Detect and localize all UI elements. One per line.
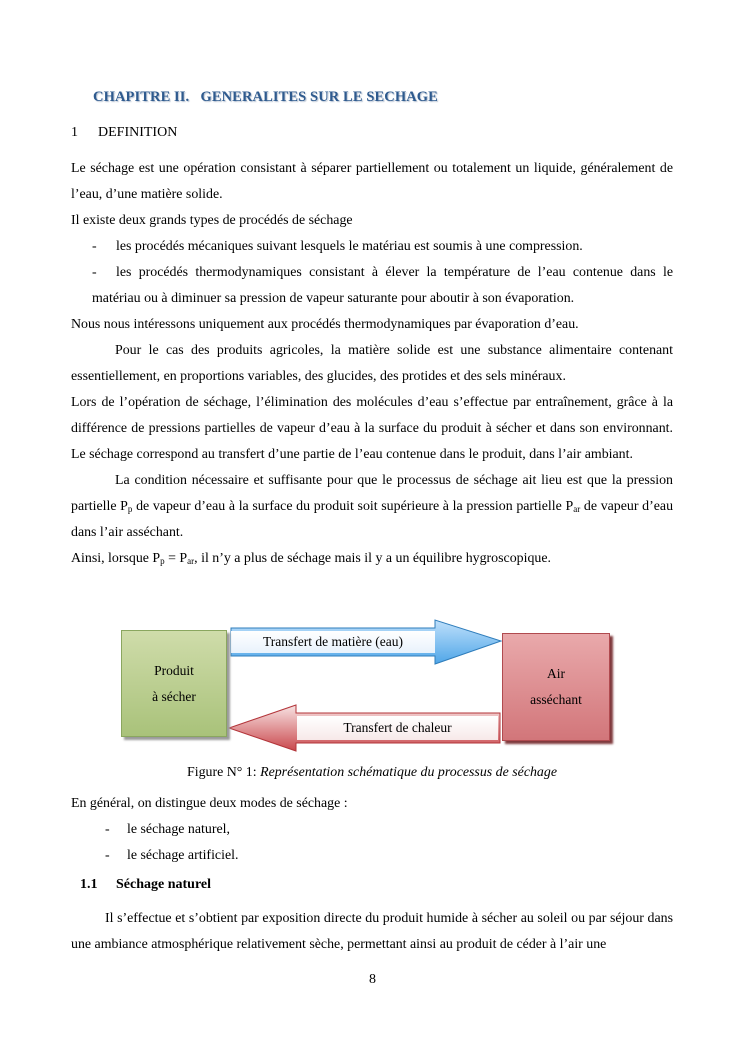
page-number: 8 [369, 972, 376, 987]
dash-marker: - [92, 239, 97, 254]
dash-marker: - [105, 822, 110, 837]
paragraph: Pour le cas des produits agricoles, la matière solide est une substance alimentaire contenant essentiellement, en proportions variables, des glucides, des protides et des sels minéraux. [71, 343, 673, 384]
paragraph: Ainsi, lorsque $P_p = P_{ar}$, il n’y a plus de séchage mais il y a un équilibre hygroscopique. [71, 551, 551, 566]
subsection-heading [80, 877, 211, 893]
dash-marker: - [105, 848, 110, 863]
list-item: - les procédés thermodynamiques consistant à élever la température de l’eau contenue dans le matériau ou à diminuer sa pression de vapeur saturante pour aboutir à son évaporation. [71, 260, 673, 312]
drying-process-figure [115, 617, 615, 752]
paragraph: Lors de l’opération de séchage, l’élimination des molécules d’eau s’effectue par entraînement, grâce à la différence de pressions partielles de vapeur d’eau à la surface du produit à sécher et dans son environnant. Le séchage correspond au transfert d’une partie de l’eau contenue dans le produit, dans l’air ambiant. [71, 395, 673, 462]
paragraph: En général, on distingue deux modes de séchage : [71, 796, 348, 811]
top-arrow-label: Transfert de matière (eau) [231, 631, 435, 653]
paragraph: Nous nous intéressons uniquement aux procédés thermodynamiques par évaporation d’eau. [71, 317, 579, 332]
definition-body [71, 156, 673, 572]
paragraph: La condition nécessaire et suffisante pour que le processus de séchage ait lieu est que la pression partielle $P_p$ de vapeur d’eau à la surface du produit soit supérieure à la pression partielle $P_{ar}$ de vapeur d’eau dans l’air asséchant. [71, 473, 674, 540]
dash-marker: - [92, 265, 97, 280]
list-item: - le séchage artificiel. [71, 843, 673, 869]
drying-air-box: Air asséchant [502, 633, 610, 741]
figure-caption: Figure N° 1: Représentation schématique du processus de séchage [187, 765, 557, 780]
subsection-number: 1.1 [80, 877, 98, 892]
product-to-dry-box: Produit à sécher [121, 630, 227, 737]
section-number: 1 [71, 125, 78, 140]
section-title: DEFINITION [98, 125, 178, 140]
section-heading-definition [71, 125, 177, 141]
chapter-title: CHAPITRE II. GENERALITES SUR LE SECHAGE [93, 89, 438, 105]
bottom-arrow-label: Transfert de chaleur [297, 716, 498, 740]
drying-modes [71, 791, 673, 869]
natural-drying-body [71, 906, 673, 958]
paragraph: Il existe deux grands types de procédés de séchage [71, 213, 353, 228]
list-item: - les procédés mécaniques suivant lesquels le matériau est soumis à une compression. [71, 234, 673, 260]
paragraph: Le séchage est une opération consistant à séparer partiellement ou totalement un liquide, généralement de l’eau, d’une matière solide. [71, 161, 673, 202]
list-item: - le séchage naturel, [71, 817, 673, 843]
subsection-title: Séchage naturel [116, 877, 212, 892]
paragraph: Il s’effectue et s’obtient par exposition directe du produit humide à sécher au soleil ou par séjour dans une ambiance atmosphérique relativement sèche, permettant ainsi au produit de céder à l’air une [71, 911, 673, 952]
